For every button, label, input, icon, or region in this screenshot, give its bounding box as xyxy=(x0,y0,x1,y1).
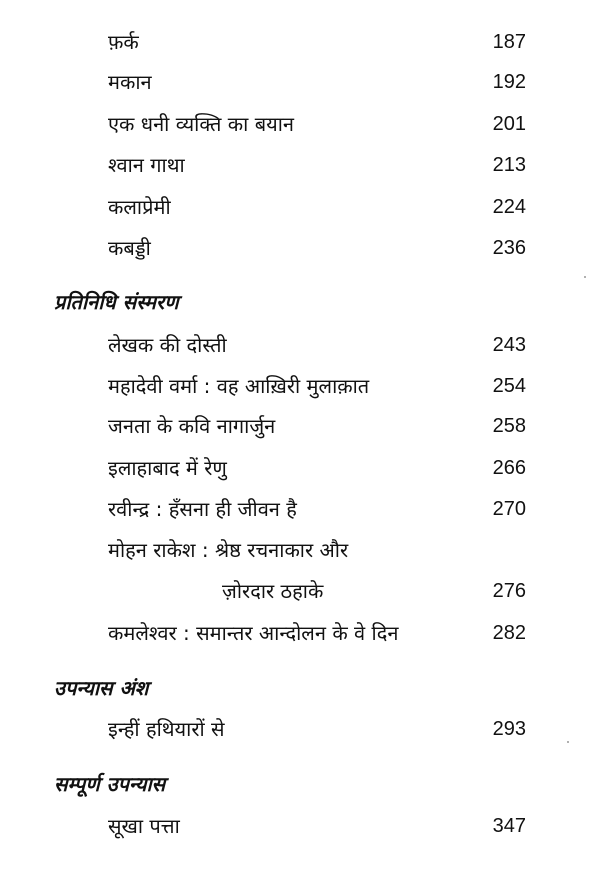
entry-title-continuation: ज़ोरदार ठहाके xyxy=(222,579,324,603)
entry-title: मोहन राकेश : श्रेष्ठ रचनाकार और xyxy=(108,538,349,562)
entry-title: एक धनी व्यक्ति का बयान xyxy=(108,112,295,136)
entry-page-number: 293 xyxy=(492,718,526,740)
entry-title: लेखक की दोस्ती xyxy=(108,333,227,357)
entry-page-number: 243 xyxy=(492,334,526,356)
entry-title: सूखा पत्ता xyxy=(108,814,180,838)
entry-page-number: 270 xyxy=(492,498,526,520)
toc-entry xyxy=(0,406,600,446)
toc-entry xyxy=(0,22,600,62)
entry-page-number: 258 xyxy=(492,415,526,437)
entry-title: श्वान गाथा xyxy=(108,153,185,177)
toc-entry xyxy=(0,62,600,102)
entry-title: जनता के कवि नागार्जुन xyxy=(108,414,276,438)
toc-entry-continuation xyxy=(0,571,600,611)
toc-entry xyxy=(0,448,600,488)
entry-page-number: 187 xyxy=(492,31,526,53)
toc-entry xyxy=(0,325,600,365)
entry-page-number: 224 xyxy=(492,196,526,218)
entry-page-number: 254 xyxy=(492,375,526,397)
section-heading: प्रतिनिधि संस्मरण xyxy=(54,290,179,314)
entry-title: इलाहाबाद में रेणु xyxy=(108,456,227,480)
toc-entry xyxy=(0,366,600,406)
entry-title: फ़र्क xyxy=(108,30,139,54)
entry-page-number: 347 xyxy=(492,815,526,837)
entry-title: महादेवी वर्मा : वह आख़िरी मुलाक़ात xyxy=(108,374,370,398)
entry-title: कलाप्रेमी xyxy=(108,195,171,219)
toc-entry xyxy=(0,806,600,846)
entry-page-number: 201 xyxy=(492,113,526,135)
section-heading: सम्पूर्ण उपन्यास xyxy=(54,772,166,796)
entry-page-number: 266 xyxy=(492,457,526,479)
entry-title: कबड्डी xyxy=(108,236,151,260)
toc-entry xyxy=(0,613,600,653)
section-heading: उपन्यास अंश xyxy=(54,676,149,700)
toc-entry xyxy=(0,489,600,529)
entry-title: इन्हीं हथियारों से xyxy=(108,717,225,741)
entry-page-number: 282 xyxy=(492,622,526,644)
toc-entry xyxy=(0,187,600,227)
scan-speck xyxy=(584,276,586,278)
scan-speck xyxy=(567,741,569,743)
entry-title: रवीन्द्र : हँसना ही जीवन है xyxy=(108,497,297,521)
toc-entry xyxy=(0,228,600,268)
toc-entry xyxy=(0,530,600,570)
entry-page-number: 192 xyxy=(492,71,526,93)
toc-entry xyxy=(0,145,600,185)
entry-page-number: 236 xyxy=(492,237,526,259)
toc-entry xyxy=(0,709,600,749)
entry-page-number: 276 xyxy=(492,580,526,602)
entry-title: कमलेश्वर : समान्तर आन्दोलन के वे दिन xyxy=(108,621,399,645)
entry-title: मकान xyxy=(108,70,152,94)
entry-page-number: 213 xyxy=(492,154,526,176)
toc-entry xyxy=(0,104,600,144)
